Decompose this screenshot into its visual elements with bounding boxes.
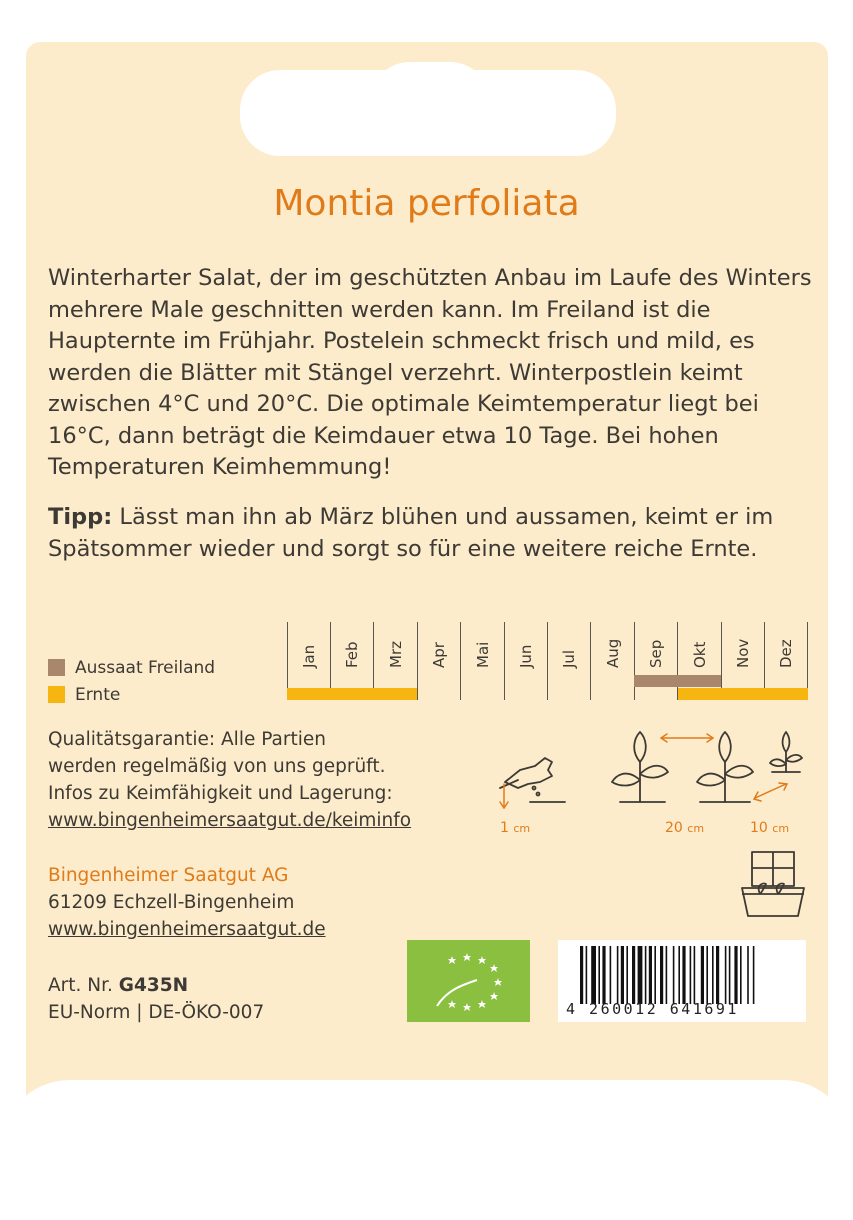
ernte-bar	[678, 688, 721, 700]
barcode-bar	[610, 946, 612, 1004]
barcode-bar	[682, 946, 685, 1004]
barcode-bar	[649, 946, 652, 1004]
barcode-bar	[690, 946, 692, 1004]
ernte-bar	[721, 688, 764, 700]
quality-line-2: werden regelmäßig von uns geprüft.	[48, 756, 386, 777]
quality-line-3: Infos zu Keimfähigkeit und Lagerung:	[48, 783, 393, 804]
month-label: Sep	[647, 639, 666, 668]
keiminfo-link[interactable]: www.bingenheimersaatgut.de/keiminfo	[48, 810, 412, 831]
ernte-bar	[330, 688, 373, 700]
greenhouse-icon	[738, 850, 808, 922]
barcode-bar	[729, 946, 731, 1004]
month-column-aug	[591, 622, 635, 700]
article-info	[48, 972, 264, 1026]
company-website-link[interactable]: www.bingenheimersaatgut.de	[48, 919, 326, 940]
month-label: Nov	[734, 638, 752, 668]
calendar-legend	[48, 654, 215, 708]
month-label: Feb	[343, 641, 362, 668]
sowing-diagram-icon	[490, 722, 820, 822]
month-label: Apr	[430, 642, 449, 668]
barcode-bar	[753, 946, 755, 1004]
eu-organic-leaf-icon	[407, 940, 530, 1022]
month-column-mai	[461, 622, 505, 700]
barcode-bar	[617, 946, 619, 1004]
barcode-bar	[706, 946, 708, 1004]
tip-text	[48, 502, 828, 565]
legend-swatch-ernte	[48, 686, 65, 703]
barcode-bar	[591, 946, 596, 1004]
barcode-bar	[602, 946, 605, 1004]
barcode-bar	[716, 946, 719, 1004]
barcode-bar	[660, 946, 663, 1004]
barcode-bar	[673, 946, 675, 1004]
tip-label: Tipp:	[48, 504, 113, 530]
row-spacing-label: 20 cm	[665, 820, 705, 836]
barcode	[558, 940, 806, 1022]
legend-label-aussaat: Aussaat Freiland	[75, 657, 216, 678]
month-column-jul	[547, 622, 591, 700]
barcode-bar	[740, 946, 742, 1004]
month-column-jun	[504, 622, 548, 700]
month-label: Dez	[777, 639, 796, 668]
barcode-bar	[734, 946, 737, 1004]
sowing-calendar	[287, 622, 807, 702]
barcode-bar	[725, 946, 727, 1004]
description-text: Winterharter Salat, der im geschützten Anbau im Laufe des Winters mehrere Male geschnitten werden kann. Im Freiland ist die Haupternte im Frühjahr. Postelein schmeckt frisch und mild, es werden die Blätter mit Stängel verzehrt. Winterpostlein keimt zwischen 4°C und 20°C. Die optimale Keimtemperatur liegt bei 16°C, dann beträgt die Keimdauer etwa 10 Tage. Bei hohen Temperaturen Keimhemmung!	[48, 265, 812, 480]
month-label: Mai	[473, 641, 492, 668]
legend-item-ernte	[48, 681, 215, 708]
month-column-sep	[634, 622, 678, 700]
tip-body: Lässt man ihn ab März blühen und aussamen, keimt er im Spätsommer wieder und sorgt so für eine weitere reiche Ernte.	[48, 504, 774, 562]
barcode-bar	[645, 946, 647, 1004]
month-label: Mrz	[386, 641, 405, 668]
barcode-bar	[580, 946, 583, 1004]
barcode-bars	[580, 946, 790, 1004]
barcode-bar	[638, 946, 643, 1004]
quality-note	[48, 726, 411, 834]
barcode-bar	[598, 946, 600, 1004]
barcode-bar	[586, 946, 588, 1004]
article-number: Art. Nr. G435N	[48, 975, 189, 996]
month-label: Okt	[690, 641, 709, 668]
barcode-bar	[678, 946, 680, 1004]
barcode-bar	[654, 946, 656, 1004]
ernte-bar	[374, 688, 417, 700]
quality-line-1: Qualitätsgarantie: Alle Partien	[48, 729, 326, 750]
barcode-bar	[712, 946, 714, 1004]
eu-norm: EU-Norm | DE-ÖKO-007	[48, 1002, 265, 1023]
aussaat-bar	[634, 675, 677, 687]
company-name: Bingenheimer Saatgut AG	[48, 865, 289, 886]
month-label: Jan	[300, 644, 318, 668]
ernte-bar	[764, 688, 807, 700]
eu-organic-logo	[407, 940, 530, 1022]
month-column-apr	[417, 622, 461, 700]
ernte-bar	[287, 688, 330, 700]
company-info	[48, 862, 326, 943]
legend-swatch-aussaat	[48, 659, 65, 676]
barcode-bar	[626, 946, 628, 1004]
legend-item-aussaat	[48, 654, 215, 681]
barcode-bar	[747, 946, 749, 1004]
month-label: Aug	[603, 638, 622, 668]
sowing-instructions	[490, 722, 820, 852]
aussaat-bar	[678, 675, 721, 687]
month-label: Jul	[560, 649, 579, 668]
barcode-bar	[621, 946, 624, 1004]
barcode-bar	[632, 946, 635, 1004]
legend-label-ernte: Ernte	[75, 684, 121, 705]
barcode-bar	[694, 946, 696, 1004]
page-title: Montia perfoliata	[273, 183, 580, 224]
packet-bottom-edge	[0, 1080, 853, 1220]
plant-spacing-label: 10 cm	[750, 820, 790, 836]
hanger-hole	[240, 70, 616, 156]
depth-label: 1 cm	[500, 820, 531, 836]
barcode-bar	[666, 946, 668, 1004]
month-label: Jun	[517, 644, 535, 668]
barcode-bar	[701, 946, 704, 1004]
barcode-digits: 4 260012 641691	[566, 1000, 739, 1018]
company-address: 61209 Echzell-Bingenheim	[48, 892, 295, 913]
